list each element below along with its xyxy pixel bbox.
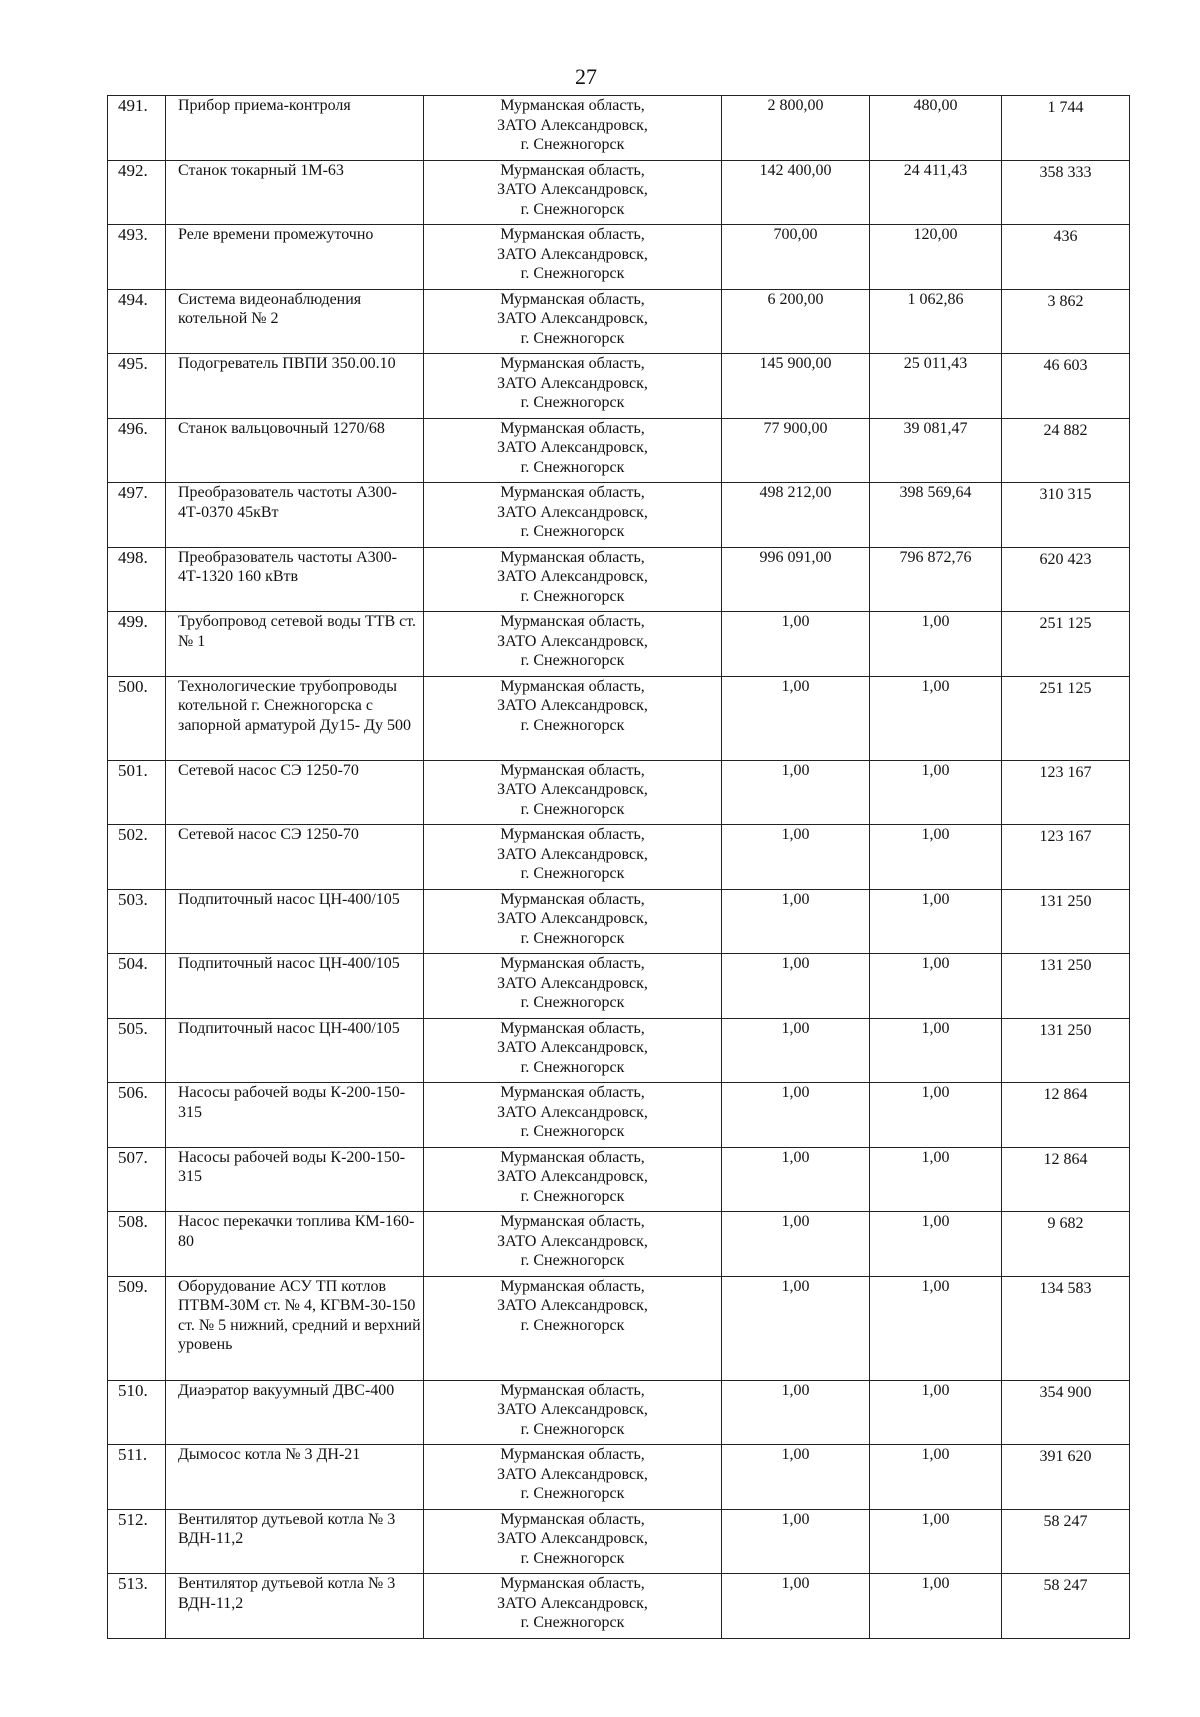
- table-row: [108, 1509, 1130, 1574]
- item-location: [424, 1380, 722, 1445]
- location-line1: Мурманская область,: [500, 613, 645, 630]
- location-line1: Мурманская область,: [500, 955, 645, 972]
- item-location: [424, 1276, 722, 1380]
- location-line3: г. Снежногорск: [520, 800, 625, 818]
- initial-cost: 1,00: [781, 677, 810, 695]
- residual-cost: 1,00: [921, 1446, 950, 1463]
- location-line2: ЗАТО Александровск,: [497, 116, 648, 134]
- residual-cost: 1,00: [921, 761, 950, 779]
- row-number: 504.: [108, 954, 166, 1019]
- item-location: [424, 225, 722, 290]
- location-line1: Мурманская область,: [500, 1019, 645, 1037]
- residual-cost: 1,00: [921, 613, 950, 630]
- initial-cost: 1,00: [781, 1148, 810, 1166]
- location-line3: г. Снежногорск: [520, 1123, 625, 1140]
- location-line1: Мурманская область,: [500, 355, 645, 372]
- initial-cost: 498 212,00: [759, 484, 832, 501]
- item-location: [424, 825, 722, 890]
- row-number: 503.: [108, 889, 166, 954]
- item-location: [424, 1018, 722, 1083]
- market-value: 436: [1053, 228, 1078, 245]
- table-row: [108, 289, 1130, 354]
- table-row: [108, 760, 1130, 825]
- row-number: 509.: [108, 1276, 166, 1380]
- table-row: [108, 612, 1130, 677]
- location-line2: ЗАТО Александровск,: [497, 845, 648, 863]
- table-row: [108, 1083, 1130, 1148]
- residual-cost: 1,00: [921, 1575, 950, 1592]
- location-line3: г. Снежногорск: [520, 1614, 625, 1631]
- residual-cost: 796 872,76: [899, 548, 972, 566]
- item-name: Сетевой насос СЭ 1250-70: [166, 760, 424, 825]
- row-number: 494.: [108, 289, 166, 354]
- location-line1: Мурманская область,: [500, 890, 645, 908]
- item-location: [424, 1445, 722, 1510]
- table-row: [108, 418, 1130, 483]
- table-row: [108, 1147, 1130, 1212]
- location-line3: г. Снежногорск: [520, 1187, 625, 1205]
- location-line2: ЗАТО Александровск,: [497, 1168, 648, 1185]
- location-line3: г. Снежногорск: [520, 394, 625, 411]
- residual-cost: 39 081,47: [903, 419, 968, 437]
- item-name: Преобразователь частоты А300-4Т-0370 45кВт: [166, 483, 424, 548]
- item-name: Преобразователь частоты А300-4Т-1320 160 кВтв: [166, 547, 424, 612]
- initial-cost: 1,00: [781, 1213, 810, 1230]
- market-value: 123 167: [1039, 828, 1092, 845]
- item-name: Подогреватель ПВПИ 350.00.10: [166, 354, 424, 419]
- location-line1: Мурманская область,: [500, 161, 645, 179]
- table-row: [108, 160, 1130, 225]
- item-name: Сетевой насос СЭ 1250-70: [166, 825, 424, 890]
- location-line1: Мурманская область,: [500, 1213, 645, 1230]
- location-line2: ЗАТО Александровск,: [497, 503, 648, 521]
- table-row: [108, 1276, 1130, 1380]
- location-line3: г. Снежногорск: [520, 1058, 625, 1076]
- location-line2: ЗАТО Александровск,: [497, 910, 648, 927]
- residual-cost: 480,00: [913, 97, 958, 114]
- initial-cost: 996 091,00: [759, 548, 832, 566]
- row-number: 502.: [108, 825, 166, 890]
- location-line3: г. Снежногорск: [520, 1549, 625, 1567]
- location-line2: ЗАТО Александровск,: [497, 1103, 648, 1121]
- item-name: Подпиточный насос ЦН-400/105: [166, 954, 424, 1019]
- location-line3: г. Снежногорск: [520, 1316, 625, 1334]
- item-name: Насосы рабочей воды К-200-150-315: [166, 1083, 424, 1148]
- market-value: 131 250: [1039, 892, 1092, 910]
- residual-cost: 1,00: [921, 890, 950, 908]
- residual-cost: 1,00: [921, 1277, 950, 1295]
- residual-cost: 1,00: [921, 1213, 950, 1230]
- location-line3: г. Снежногорск: [520, 523, 625, 540]
- residual-cost: 1,00: [921, 677, 950, 695]
- item-location: [424, 954, 722, 1019]
- initial-cost: 6 200,00: [767, 290, 824, 308]
- location-line3: г. Снежногорск: [520, 1485, 625, 1502]
- item-location: [424, 96, 722, 161]
- asset-table: [107, 95, 1130, 1639]
- market-value: 131 250: [1039, 1021, 1092, 1039]
- location-line1: Мурманская область,: [500, 1148, 645, 1166]
- location-line1: Мурманская область,: [500, 1446, 645, 1463]
- row-number: 491.: [108, 96, 166, 161]
- table-row: [108, 1445, 1130, 1510]
- row-number: 499.: [108, 612, 166, 677]
- residual-cost: 1,00: [921, 955, 950, 972]
- table-row: [108, 954, 1130, 1019]
- item-location: [424, 676, 722, 760]
- initial-cost: 1,00: [781, 890, 810, 908]
- row-number: 507.: [108, 1147, 166, 1212]
- item-name: Насос перекачки топлива КМ-160-80: [166, 1212, 424, 1277]
- market-value: 131 250: [1039, 957, 1092, 974]
- location-line1: Мурманская область,: [500, 226, 645, 243]
- location-line1: Мурманская область,: [500, 1277, 645, 1295]
- market-value: 58 247: [1043, 1512, 1088, 1530]
- item-location: [424, 547, 722, 612]
- initial-cost: 1,00: [781, 613, 810, 630]
- location-line2: ЗАТО Александровск,: [497, 181, 648, 198]
- item-name: Вентилятор дутьевой котла № 3 ВДН-11,2: [166, 1509, 424, 1574]
- row-number: 505.: [108, 1018, 166, 1083]
- market-value: 12 864: [1043, 1086, 1088, 1103]
- residual-cost: 120,00: [913, 226, 958, 243]
- location-line2: ЗАТО Александровск,: [497, 1297, 648, 1314]
- item-name: Трубопровод сетевой воды ТТВ ст. № 1: [166, 612, 424, 677]
- item-location: [424, 1212, 722, 1277]
- location-line2: ЗАТО Александровск,: [497, 1401, 648, 1418]
- item-location: [424, 889, 722, 954]
- item-name: Диаэратор вакуумный ДВС-400: [166, 1380, 424, 1445]
- item-location: [424, 1509, 722, 1574]
- asset-table-body: [108, 96, 1130, 1639]
- item-location: [424, 1147, 722, 1212]
- market-value: 134 583: [1039, 1279, 1092, 1297]
- market-value: 3 862: [1047, 292, 1084, 310]
- item-location: [424, 289, 722, 354]
- location-line3: г. Снежногорск: [520, 929, 625, 947]
- item-name: Станок токарный 1М-63: [166, 160, 424, 225]
- item-location: [424, 354, 722, 419]
- table-row: [108, 1212, 1130, 1277]
- location-line3: г. Снежногорск: [520, 458, 625, 476]
- row-number: 496.: [108, 418, 166, 483]
- row-number: 492.: [108, 160, 166, 225]
- market-value: 354 900: [1039, 1383, 1092, 1401]
- row-number: 497.: [108, 483, 166, 548]
- location-line2: ЗАТО Александровск,: [497, 310, 648, 327]
- location-line2: ЗАТО Александровск,: [497, 568, 648, 585]
- table-row: [108, 889, 1130, 954]
- row-number: 498.: [108, 547, 166, 612]
- initial-cost: 1,00: [781, 1381, 810, 1399]
- location-line2: ЗАТО Александровск,: [497, 697, 648, 714]
- location-line3: г. Снежногорск: [520, 865, 625, 882]
- table-row: [108, 96, 1130, 161]
- item-name: Насосы рабочей воды К-200-150-315: [166, 1147, 424, 1212]
- location-line1: Мурманская область,: [500, 290, 645, 308]
- table-row: [108, 547, 1130, 612]
- item-name: Станок вальцовочный 1270/68: [166, 418, 424, 483]
- item-location: [424, 1083, 722, 1148]
- market-value: 310 315: [1039, 486, 1092, 503]
- table-row: [108, 354, 1130, 419]
- location-line1: Мурманская область,: [500, 677, 645, 695]
- market-value: 123 167: [1039, 763, 1092, 781]
- location-line3: г. Снежногорск: [520, 716, 625, 734]
- location-line1: Мурманская область,: [500, 1381, 645, 1399]
- residual-cost: 1,00: [921, 1148, 950, 1166]
- location-line1: Мурманская область,: [500, 419, 645, 437]
- initial-cost: 1,00: [781, 826, 810, 843]
- location-line3: г. Снежногорск: [520, 652, 625, 669]
- initial-cost: 1,00: [781, 1277, 810, 1295]
- row-number: 495.: [108, 354, 166, 419]
- location-line3: г. Снежногорск: [520, 265, 625, 282]
- item-name: Дымосос котла № 3 ДН-21: [166, 1445, 424, 1510]
- location-line2: ЗАТО Александровск,: [497, 439, 648, 456]
- residual-cost: 25 011,43: [903, 355, 968, 372]
- location-line3: г. Снежногорск: [520, 136, 625, 153]
- initial-cost: 1,00: [781, 1446, 810, 1463]
- location-line3: г. Снежногорск: [520, 587, 625, 605]
- table-row: [108, 1018, 1130, 1083]
- initial-cost: 142 400,00: [759, 161, 832, 179]
- row-number: 506.: [108, 1083, 166, 1148]
- table-row: [108, 483, 1130, 548]
- initial-cost: 145 900,00: [759, 355, 832, 372]
- row-number: 510.: [108, 1380, 166, 1445]
- location-line2: ЗАТО Александровск,: [497, 1232, 648, 1250]
- item-location: [424, 483, 722, 548]
- initial-cost: 1,00: [781, 761, 810, 779]
- location-line2: ЗАТО Александровск,: [497, 632, 648, 650]
- location-line2: ЗАТО Александровск,: [497, 781, 648, 798]
- location-line1: Мурманская область,: [500, 97, 645, 114]
- market-value: 391 620: [1039, 1448, 1092, 1465]
- initial-cost: 1,00: [781, 1575, 810, 1592]
- initial-cost: 1,00: [781, 1510, 810, 1528]
- residual-cost: 398 569,64: [899, 484, 972, 501]
- item-name: Технологические трубопроводы котельной г. Снежногорска с запорной арматурой Ду15- Ду 500: [166, 676, 424, 760]
- market-value: 358 333: [1039, 163, 1092, 181]
- item-name: Система видеонаблюдения котельной № 2: [166, 289, 424, 354]
- location-line3: г. Снежногорск: [520, 994, 625, 1011]
- item-location: [424, 160, 722, 225]
- location-line1: Мурманская область,: [500, 1510, 645, 1528]
- item-name: Подпиточный насос ЦН-400/105: [166, 1018, 424, 1083]
- location-line2: ЗАТО Александровск,: [497, 374, 648, 392]
- row-number: 501.: [108, 760, 166, 825]
- residual-cost: 1,00: [921, 1019, 950, 1037]
- item-location: [424, 418, 722, 483]
- location-line3: г. Снежногорск: [520, 200, 625, 218]
- location-line3: г. Снежногорск: [520, 1420, 625, 1438]
- initial-cost: 2 800,00: [767, 97, 824, 114]
- row-number: 500.: [108, 676, 166, 760]
- initial-cost: 700,00: [773, 226, 818, 243]
- item-name: Реле времени промежуточно: [166, 225, 424, 290]
- item-location: [424, 760, 722, 825]
- table-row: [108, 1380, 1130, 1445]
- item-name: Вентилятор дутьевой котла № 3 ВДН-11,2: [166, 1574, 424, 1639]
- location-line1: Мурманская область,: [500, 761, 645, 779]
- location-line1: Мурманская область,: [500, 548, 645, 566]
- location-line1: Мурманская область,: [500, 484, 645, 501]
- initial-cost: 1,00: [781, 1084, 810, 1101]
- table-row: [108, 825, 1130, 890]
- market-value: 251 125: [1039, 615, 1092, 632]
- market-value: 58 247: [1043, 1577, 1088, 1594]
- location-line3: г. Снежногорск: [520, 1252, 625, 1269]
- residual-cost: 1,00: [921, 1084, 950, 1101]
- market-value: 620 423: [1039, 550, 1092, 568]
- market-value: 12 864: [1043, 1150, 1088, 1168]
- table-row: [108, 1574, 1130, 1639]
- residual-cost: 1,00: [921, 1381, 950, 1399]
- location-line2: ЗАТО Александровск,: [497, 1594, 648, 1612]
- row-number: 511.: [108, 1445, 166, 1510]
- location-line3: г. Снежногорск: [520, 329, 625, 347]
- location-line1: Мурманская область,: [500, 1084, 645, 1101]
- location-line2: ЗАТО Александровск,: [497, 974, 648, 992]
- item-name: Подпиточный насос ЦН-400/105: [166, 889, 424, 954]
- location-line2: ЗАТО Александровск,: [497, 245, 648, 263]
- market-value: 1 744: [1047, 99, 1084, 116]
- item-name: Прибор приема-контроля: [166, 96, 424, 161]
- initial-cost: 77 900,00: [763, 419, 828, 437]
- page-number: 27: [575, 64, 597, 89]
- residual-cost: 1,00: [921, 826, 950, 843]
- row-number: 513.: [108, 1574, 166, 1639]
- initial-cost: 1,00: [781, 955, 810, 972]
- row-number: 493.: [108, 225, 166, 290]
- initial-cost: 1,00: [781, 1019, 810, 1037]
- location-line2: ЗАТО Александровск,: [497, 1530, 648, 1547]
- market-value: 251 125: [1039, 679, 1092, 697]
- item-name: Оборудование АСУ ТП котлов ПТВМ-30М ст. № 4, КГВМ-30-150 ст. № 5 нижний, средний и верхний уровень: [166, 1276, 424, 1380]
- item-location: [424, 612, 722, 677]
- market-value: 9 682: [1047, 1215, 1084, 1232]
- row-number: 512.: [108, 1509, 166, 1574]
- location-line2: ЗАТО Александровск,: [497, 1039, 648, 1056]
- market-value: 24 882: [1043, 421, 1088, 439]
- item-location: [424, 1574, 722, 1639]
- residual-cost: 1,00: [921, 1510, 950, 1528]
- table-row: [108, 676, 1130, 760]
- row-number: 508.: [108, 1212, 166, 1277]
- residual-cost: 1 062,86: [907, 290, 964, 308]
- market-value: 46 603: [1043, 357, 1088, 374]
- residual-cost: 24 411,43: [903, 161, 968, 179]
- location-line1: Мурманская область,: [500, 1575, 645, 1592]
- table-row: [108, 225, 1130, 290]
- location-line2: ЗАТО Александровск,: [497, 1465, 648, 1483]
- location-line1: Мурманская область,: [500, 826, 645, 843]
